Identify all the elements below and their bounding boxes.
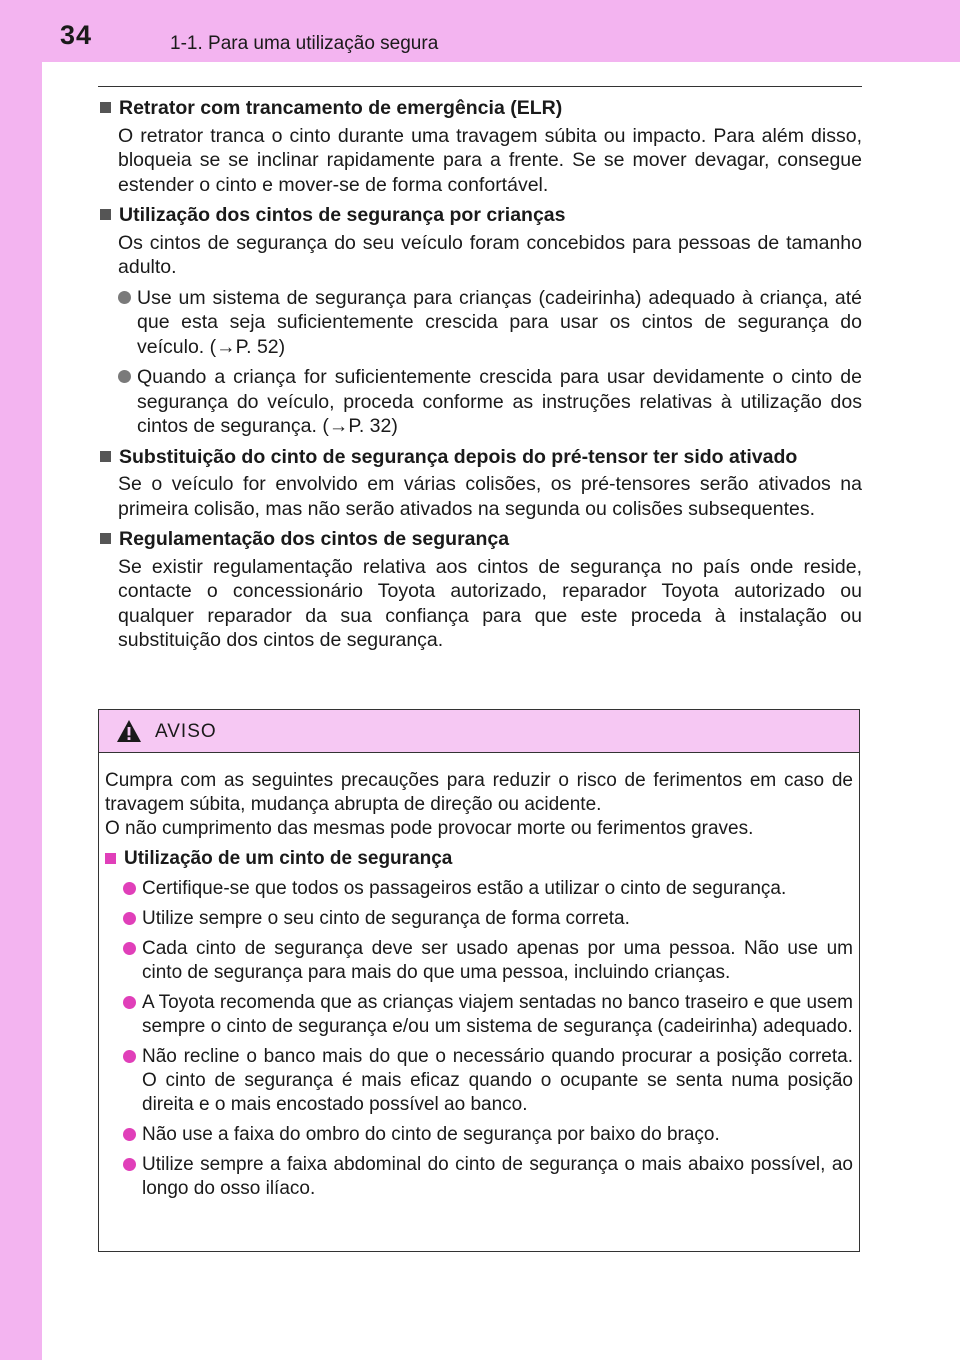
- section-heading-text: Retrator com trancamento de emergência (ELR): [119, 97, 563, 119]
- square-bullet-icon: [100, 209, 111, 220]
- circle-bullet-icon: [123, 942, 136, 955]
- section-paragraph: O retrator tranca o cinto durante uma travagem súbita ou impacto. Para além disso, bloqueia se se inclinar rapidamente para a frente. Se se mover devagar, consegue estender o cinto e mover-se de forma confortável.: [118, 124, 862, 196]
- square-bullet-icon: [100, 102, 111, 113]
- warning-box: [98, 709, 860, 1252]
- circle-bullet-icon: [123, 996, 136, 1009]
- warning-list-item-text: Não recline o banco mais do que o necessário quando procurar a posição correta. O cinto de segurança é mais eficaz quando o ocupante se senta numa posição direita e o mais encostado possível ao banco.: [142, 1046, 853, 1115]
- list-item: [118, 365, 862, 439]
- section-heading: [98, 203, 862, 228]
- warning-heading: [105, 847, 853, 871]
- page-sidebar-band: [0, 0, 42, 1360]
- warning-heading-text: Utilização de um cinto de segurança: [124, 848, 453, 869]
- warning-triangle-icon: [116, 719, 142, 743]
- warning-list-item-text: Cada cinto de segurança deve ser usado apenas por uma pessoa. Não use um cinto de segurança para mais do que uma pessoa, incluindo crianças.: [142, 938, 853, 983]
- section-children: [98, 203, 862, 439]
- circle-bullet-icon: [123, 1050, 136, 1063]
- section-heading: [98, 527, 862, 552]
- section-pretensioner: [98, 445, 862, 522]
- section-heading-text: Utilização dos cintos de segurança por crianças: [119, 204, 566, 226]
- circle-bullet-icon: [123, 1158, 136, 1171]
- warning-list-item: [123, 1123, 853, 1147]
- section-paragraph: Se o veículo for envolvido em várias colisões, os pré-tensores serão ativados na primeira colisão, mas não serão ativados na segunda ou colisões subsequentes.: [118, 473, 862, 520]
- warning-list-item: [123, 877, 853, 901]
- list-item-text: Quando a criança for suficientemente crescida para usar devidamente o cinto de segurança do veículo, proceda conforme as instruções relativas à utilização dos cintos de segurança. (→P. 32): [137, 366, 862, 437]
- section-heading-text: Substituição do cinto de segurança depois do pré-tensor ter sido ativado: [119, 445, 798, 468]
- warning-list-item: [123, 907, 853, 931]
- warning-list-item-text: A Toyota recomenda que as crianças viajem sentadas no banco traseiro e que usem sempre o cinto de segurança e/ou um sistema de segurança (cadeirinha) adequado.: [142, 992, 853, 1037]
- circle-bullet-icon: [123, 1128, 136, 1141]
- warning-list-item-text: Utilize sempre o seu cinto de segurança de forma correta.: [142, 908, 630, 929]
- section-heading-text: Regulamentação dos cintos de segurança: [119, 528, 510, 550]
- section-heading: [98, 96, 862, 121]
- circle-bullet-icon: [118, 370, 131, 383]
- section-elr: [98, 96, 862, 197]
- section-title: 1-1. Para uma utilização segura: [170, 33, 439, 54]
- square-bullet-icon: [100, 451, 111, 462]
- section-regulation: [98, 527, 862, 653]
- section-paragraph: Os cintos de segurança do seu veículo foram concebidos para pessoas de tamanho adulto.: [118, 231, 862, 278]
- warning-list-item-text: Não use a faixa do ombro do cinto de segurança por baixo do braço.: [142, 1124, 720, 1145]
- main-content: [98, 96, 862, 659]
- list-item: [118, 286, 862, 360]
- page-number: 34: [60, 20, 93, 50]
- circle-bullet-icon: [123, 882, 136, 895]
- square-bullet-icon: [105, 853, 116, 864]
- section-heading: [98, 445, 862, 470]
- warning-intro: [105, 769, 853, 841]
- warning-body: [99, 753, 859, 1201]
- warning-intro-line: O não cumprimento das mesmas pode provocar morte ou ferimentos graves.: [105, 818, 754, 839]
- list-item-text: Use um sistema de segurança para crianças (cadeirinha) adequado à criança, até que esta seja suficientemente crescida para usar os cintos de segurança do veículo. (→P. 52): [137, 286, 862, 358]
- warning-label: AVISO: [155, 721, 217, 742]
- warning-list-item: [123, 991, 853, 1039]
- warning-header: [99, 710, 859, 753]
- warning-intro-line: Cumpra com as seguintes precauções para reduzir o risco de ferimentos em caso de travagem súbita, mudança abrupta de direção ou acidente.: [105, 770, 853, 815]
- warning-list-item-text: Utilize sempre a faixa abdominal do cinto de segurança o mais abaixo possível, ao longo do osso ilíaco.: [142, 1154, 853, 1199]
- header-divider: [98, 86, 862, 87]
- circle-bullet-icon: [118, 291, 131, 304]
- square-bullet-icon: [100, 533, 111, 544]
- warning-list-item: [123, 1045, 853, 1117]
- warning-list-item: [123, 1153, 853, 1201]
- warning-list-item: [123, 937, 853, 985]
- circle-bullet-icon: [123, 912, 136, 925]
- warning-list-item-text: Certifique-se que todos os passageiros estão a utilizar o cinto de segurança.: [142, 878, 787, 899]
- section-paragraph: Se existir regulamentação relativa aos cintos de segurança no país onde reside, contacte o concessionário Toyota autorizado, reparador Toyota autorizado ou qualquer reparador da sua confiança para que este proceda à instalação ou substituição dos cintos de segurança.: [118, 555, 862, 651]
